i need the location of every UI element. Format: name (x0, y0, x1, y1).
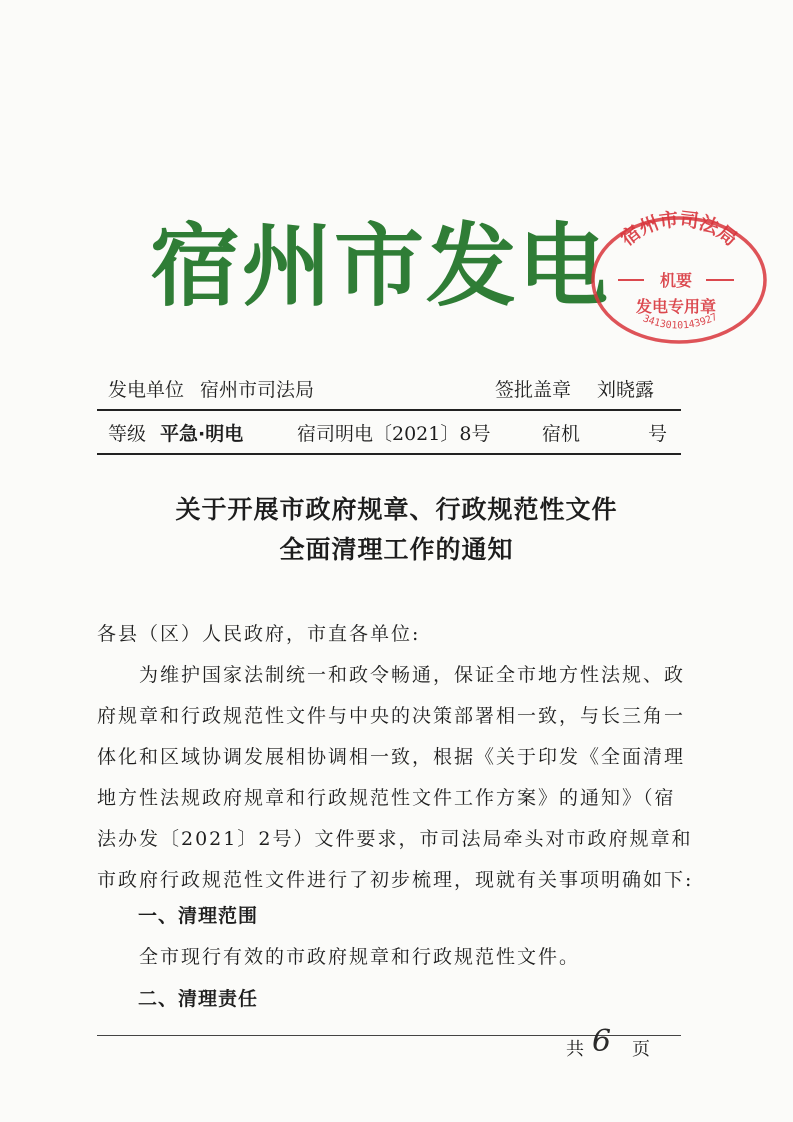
seal-top-text: 宿州市司法局 (616, 208, 742, 251)
paragraph-line: 地方性法规政府规章和行政规范性文件工作方案》的通知》（宿 (97, 787, 676, 809)
level-label: 等级 (108, 423, 147, 445)
main-paragraph (97, 655, 694, 901)
official-seal (584, 200, 774, 350)
svg-text:宿州市司法局 (616, 208, 741, 251)
archive-suffix: 号 (648, 423, 668, 445)
signer-label: 签批盖章 (495, 379, 572, 401)
masthead-title: 宿州市发电 (150, 214, 610, 319)
paragraph-line: 法办发〔2021〕2号）文件要求，市司法局牵头对市政府规章和 (97, 828, 693, 850)
title-line-2: 全面清理工作的通知 (279, 535, 514, 564)
page-count-suffix: 页 (632, 1039, 650, 1060)
salutation: 各县（区）人民政府，市直各单位: (97, 623, 421, 645)
paragraph-line: 体化和区域协调发展相协调相一致，根据《关于印发《全面清理 (97, 746, 686, 768)
archive-label: 宿机 (542, 423, 581, 445)
document-title (0, 490, 793, 570)
signer-name: 刘晓露 (597, 379, 655, 401)
title-line-1: 关于开展市政府规章、行政规范性文件 (175, 495, 618, 524)
page-count-prefix: 共 (566, 1039, 584, 1060)
section-heading-1: 一、清理范围 (138, 905, 259, 927)
header-divider-top (97, 409, 681, 411)
paragraph-line: 府规章和行政规范性文件与中央的决策部署相一致，与长三角一 (97, 705, 686, 727)
seal-bottom-text: 发电专用章 (635, 297, 717, 316)
urgency-level: 平急·明电 (160, 423, 244, 445)
seal-serial: 3413010143927 (641, 311, 720, 332)
header-divider-bottom (97, 453, 681, 455)
section-1-text: 全市现行有效的市政府规章和行政规范性文件。 (139, 946, 581, 968)
section-heading-2: 二、清理责任 (138, 988, 259, 1010)
paragraph-line: 市政府行政规范性文件进行了初步梳理，现就有关事项明确如下: (97, 869, 694, 891)
paragraph-line: 为维护国家法制统一和政令畅通，保证全市地方性法规、政 (139, 664, 686, 686)
sender-name: 宿州市司法局 (200, 379, 315, 401)
page-count-number: 6 (592, 1024, 612, 1059)
sender-label: 发电单位 (108, 379, 185, 401)
document-number: 宿司明电〔2021〕8号 (297, 423, 491, 445)
seal-middle-text: 机要 (659, 271, 693, 290)
